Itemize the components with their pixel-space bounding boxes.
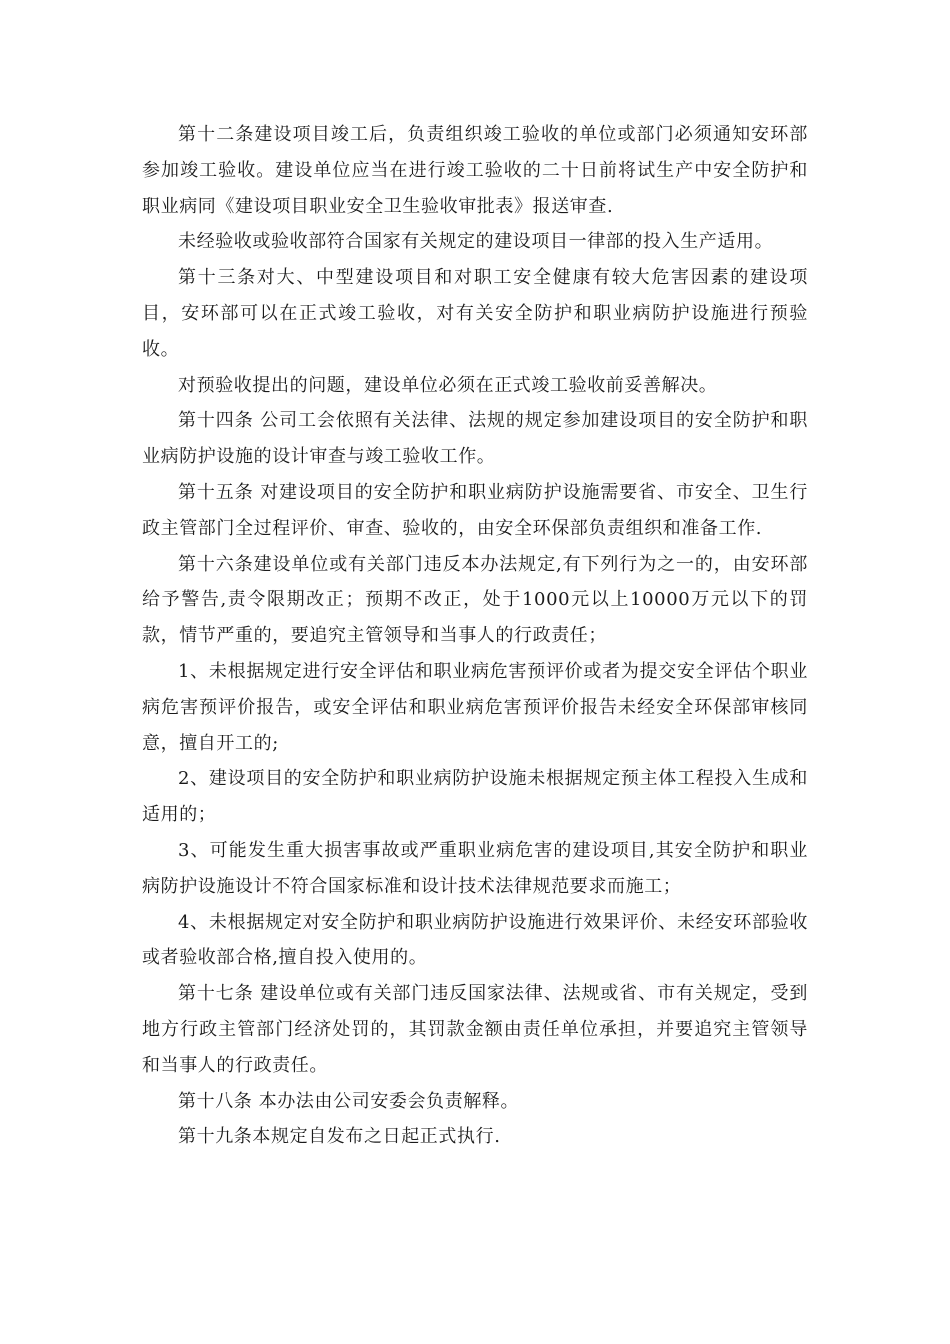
paragraph-article-18: 第十八条 本办法由公司安委会负责解释。 — [178, 1090, 520, 1112]
paragraph-article-19: 第十九条本规定自发布之日起正式执行. — [178, 1126, 501, 1148]
paragraph-article-12: 第十二条建设项目竣工后，负责组织竣工验收的单位或部门必须通知安环部参加竣工验收。建设单位应当在进行竣工验收的二十日前将试生产中安全防护和职业病同《建设项目职业安全卫生验收审批表》报送审查. — [142, 124, 808, 217]
paragraph-article-15: 第十五条 对建设项目的安全防护和职业病防护设施需要省、市安全、卫生行政主管部门全过程评价、审查、验收的，由安全环保部负责组织和准备工作. — [142, 481, 808, 539]
paragraph-item-2: 2、建设项目的安全防护和职业病防护设施未根据规定预主体工程投入生成和适用的； — [142, 768, 808, 826]
paragraph-item-4: 4、未根据规定对安全防护和职业病防护设施进行效果评价、未经安环部验收或者验收部合格,擅自投入使用的。 — [142, 911, 808, 969]
paragraph-article-14: 第十四条 公司工会依照有关法律、法规的规定参加建设项目的安全防护和职业病防护设施的设计审查与竣工验收工作。 — [142, 410, 808, 468]
paragraph-article-17: 第十七条 建设单位或有关部门违反国家法律、法规或省、市有关规定，受到地方行政主管部门经济处罚的，其罚款金额由责任单位承担，并要追究主管领导和当事人的行政责任。 — [142, 983, 808, 1076]
paragraph-article-16: 第十六条建设单位或有关部门违反本办法规定,有下列行为之一的，由安环部给予警告,责令限期改正；预期不改正，处于1000元以上10000万元以下的罚款，情节严重的，要追究主管领导和当事人的行政责任； — [142, 553, 808, 647]
paragraph-article-13: 第十三条对大、中型建设项目和对职工安全健康有较大危害因素的建设项目，安环部可以在正式竣工验收，对有关安全防护和职业病防护设施进行预验收。 — [142, 267, 808, 360]
paragraph-article-12-note: 未经验收或验收部符合国家有关规定的建设项目一律部的投入生产适用。 — [178, 231, 774, 253]
paragraph-article-13-note: 对预验收提出的问题，建设单位必须在正式竣工验收前妥善解决。 — [178, 374, 718, 396]
paragraph-item-1: 1、未根据规定进行安全评估和职业病危害预评价或者为提交安全评估个职业病危害预评价报告，或安全评估和职业病危害预评价报告未经安全环保部审核同意，擅自开工的; — [142, 660, 808, 754]
paragraph-item-3: 3、可能发生重大损害事故或严重职业病危害的建设项目,其安全防护和职业病防护设施设计不符合国家标准和设计技术法律规范要求而施工； — [142, 839, 808, 897]
document-body — [142, 117, 808, 1155]
